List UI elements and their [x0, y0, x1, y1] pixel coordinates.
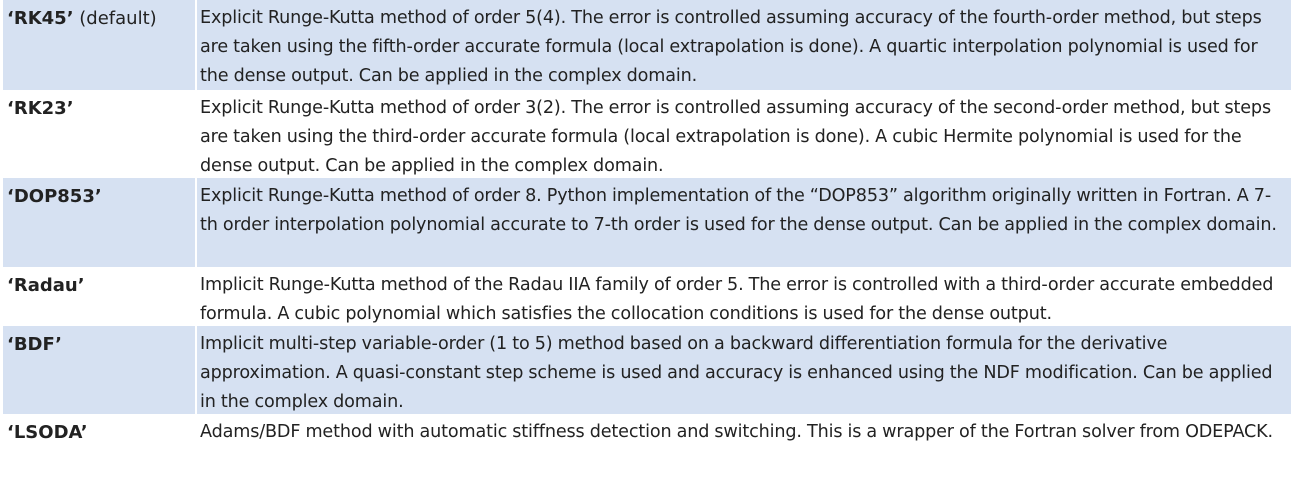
- method-description: Implicit Runge-Kutta method of the Radau IIA family of order 5. The error is controlled with a third-order accurate embedded formula. A cubic polynomial which satisfies the collocation conditions is used for the dense output.: [200, 275, 1274, 324]
- table-row: [0, 414, 1291, 474]
- method-name-cell: [3, 267, 195, 326]
- method-name-cell: [3, 326, 195, 414]
- table-row: [0, 267, 1291, 326]
- method-name: ‘RK45’: [7, 8, 74, 29]
- method-name: ‘LSODA’: [7, 422, 88, 443]
- method-name-cell: [3, 178, 195, 267]
- method-name: ‘Radau’: [7, 275, 85, 296]
- method-name: ‘BDF’: [7, 334, 62, 355]
- table-row: [0, 0, 1291, 90]
- table-row: [0, 90, 1291, 178]
- method-description: Explicit Runge-Kutta method of order 5(4). The error is controlled assuming accuracy of the fourth-order method, but steps are taken using the fifth-order accurate formula (local extrapolation is done). A quartic interpolation polynomial is used for the dense output. Can be applied in the complex domain.: [197, 0, 1291, 90]
- method-name: ‘RK23’: [7, 98, 74, 119]
- table-row: [0, 326, 1291, 414]
- method-name: ‘DOP853’: [7, 186, 102, 207]
- method-name-cell: [3, 414, 195, 474]
- method-note: (default): [73, 8, 157, 29]
- method-name-cell: [3, 0, 195, 90]
- table-row: [0, 178, 1291, 267]
- method-description: Explicit Runge-Kutta method of order 3(2). The error is controlled assuming accuracy of the second-order method, but steps are taken using the third-order accurate formula (local extrapolation is done). A cubic Hermite polynomial is used for the dense output. Can be applied in the complex domain.: [200, 98, 1271, 176]
- method-description: Explicit Runge-Kutta method of order 8. Python implementation of the “DOP853” algorithm originally written in Fortran. A 7-th order interpolation polynomial accurate to 7-th order is used for the dense output. Can be applied in the complex domain.: [197, 178, 1291, 267]
- method-description: Implicit multi-step variable-order (1 to 5) method based on a backward differentiation formula for the derivative approximation. A quasi-constant step scheme is used and accuracy is enhanced using the NDF modification. Can be applied in the complex domain.: [197, 326, 1291, 414]
- method-name-cell: [3, 90, 195, 178]
- method-description: Adams/BDF method with automatic stiffness detection and switching. This is a wrapper of the Fortran solver from ODEPACK.: [200, 422, 1274, 442]
